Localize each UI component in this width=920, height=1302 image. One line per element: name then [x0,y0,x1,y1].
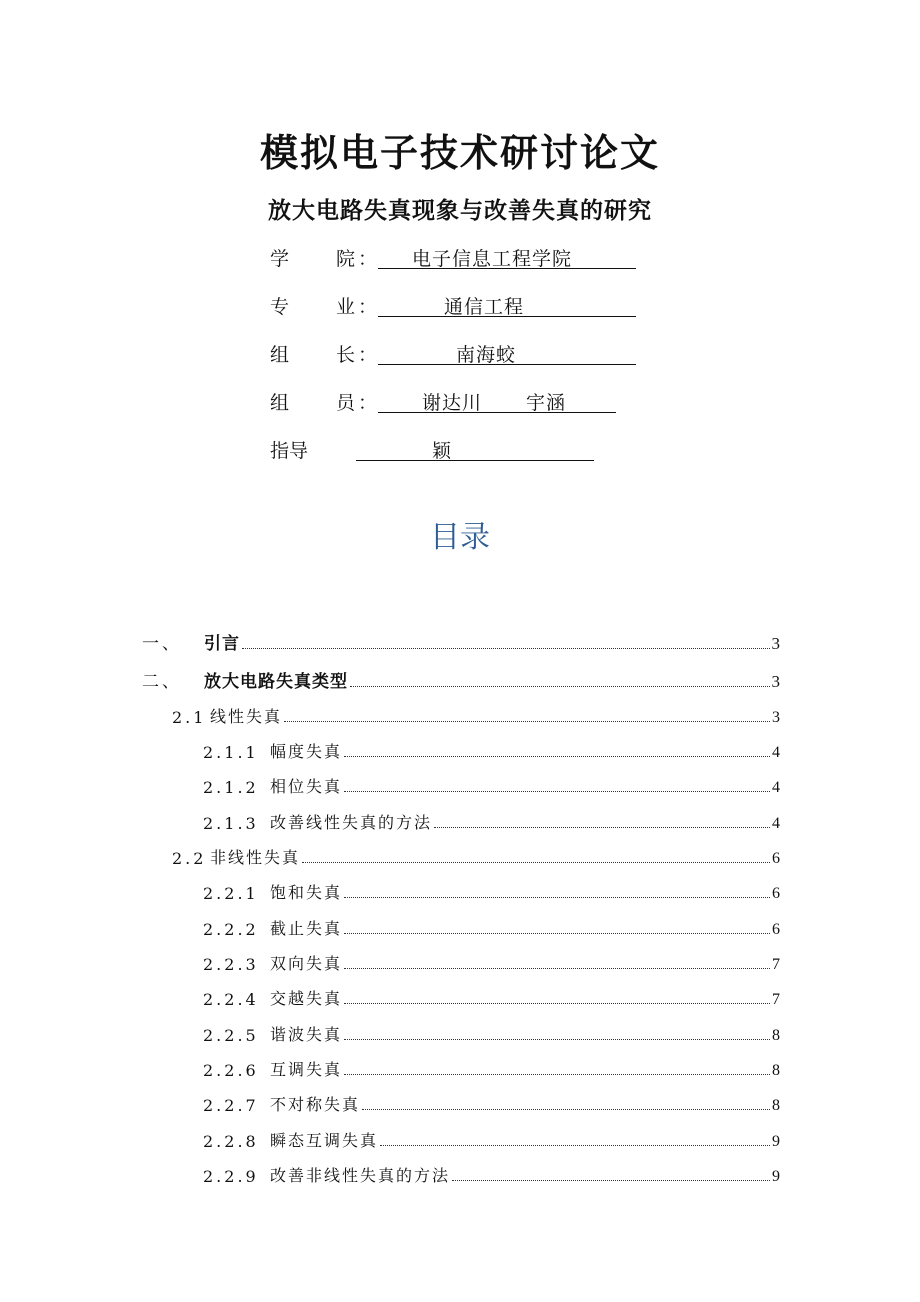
toc-entry-label: 引言 [204,634,240,654]
info-colon: ： [358,392,378,414]
toc-entry-label: 交越失真 [270,989,343,1008]
toc-entry[interactable] [172,705,780,727]
toc-entry-page: 7 [772,991,780,1008]
toc-entry-page: 4 [772,779,780,796]
toc-leader-dots [344,1073,770,1075]
toc-entry-label: 截止失真 [270,919,343,938]
info-label: 组 [270,392,290,414]
info-label: 组 [270,344,290,366]
info-value: 通信工程 [378,292,636,317]
toc-entry-label: 改善非线性失真的方法 [270,1166,451,1185]
info-label: 长 [336,344,356,366]
info-row-members [270,388,640,418]
toc-entry[interactable] [203,1023,780,1045]
toc-entry[interactable] [203,881,780,903]
toc-entry[interactable] [203,1129,780,1151]
toc-leader-dots [344,790,770,792]
toc-entry-label: 谐波失真 [270,1025,343,1044]
toc-leader-dots [344,1002,770,1004]
toc-leader-dots [302,861,770,863]
toc-entry-number: 2.1.2 [203,778,259,797]
toc-entry-page: 3 [772,709,780,726]
toc-entry-label: 瞬态互调失真 [270,1131,379,1150]
info-row-college [270,244,640,274]
toc-entry[interactable] [203,1164,780,1186]
toc-entry-page: 6 [772,850,780,867]
toc-entry-number: 2.1.1 [203,743,259,762]
toc-entry[interactable] [142,632,780,654]
toc-entry-number: 2.2 [172,849,207,868]
toc-entry[interactable] [203,811,780,833]
toc-entry-number: 2.2.4 [203,990,259,1009]
toc-heading: 目录 [430,520,490,555]
toc-entry-page: 7 [772,956,780,973]
toc-entry[interactable] [172,846,780,868]
toc-leader-dots [284,720,770,722]
toc-entry-number: 2.1.3 [203,814,259,833]
toc-leader-dots [362,1108,770,1110]
toc-entry-label: 相位失真 [270,777,343,796]
toc-entry-page: 9 [772,1168,780,1185]
toc-entry-label: 饱和失真 [270,883,343,902]
toc-entry-label: 互调失真 [270,1060,343,1079]
toc-entry-label: 非线性失真 [210,848,301,867]
document-title: 模拟电子技术研讨论文 [259,131,660,175]
toc-leader-dots [344,755,770,757]
toc-leader-dots [434,826,770,828]
toc-entry-label: 幅度失真 [270,742,343,761]
toc-entry-number: 2.2.6 [203,1061,259,1080]
info-colon: ： [358,248,378,270]
toc-leader-dots [380,1144,770,1146]
info-colon: ： [358,344,378,366]
toc-entry-page: 4 [772,815,780,832]
toc-entry-number: 2.2.1 [203,884,259,903]
toc-leader-dots [344,1038,770,1040]
info-label: 学 [270,248,290,270]
toc-entry-page: 6 [772,885,780,902]
toc-entry-number: 一、 [142,634,182,654]
toc-entry-label: 放大电路失真类型 [204,672,348,692]
toc-entry[interactable] [203,952,780,974]
toc-leader-dots [344,967,770,969]
info-label: 员 [336,392,356,414]
toc-entry-number: 2.1 [172,708,207,727]
toc-entry-number: 2.2.5 [203,1026,259,1045]
toc-entry[interactable] [203,1093,780,1115]
toc-leader-dots [452,1179,770,1181]
toc-entry-label: 改善线性失真的方法 [270,813,433,832]
info-row-major [270,292,640,322]
toc-entry-page: 8 [772,1027,780,1044]
toc-leader-dots [350,685,770,687]
toc-entry-page: 8 [772,1062,780,1079]
info-row-advisor [270,436,600,466]
info-label: 专 [270,296,290,318]
document-subtitle: 放大电路失真现象与改善失真的研究 [268,198,652,224]
toc-leader-dots [344,896,770,898]
toc-entry-number: 2.2.9 [203,1167,259,1186]
toc-entry-page: 8 [772,1097,780,1114]
toc-entry-page: 3 [771,672,780,691]
info-value: 南海蛟 [378,340,636,365]
toc-leader-dots [242,647,770,649]
toc-entry-page: 4 [772,744,780,761]
toc-entry[interactable] [203,917,780,939]
info-label: 院 [336,248,356,270]
toc-entry[interactable] [142,670,780,692]
toc-entry-number: 二、 [142,672,182,692]
toc-entry-page: 9 [772,1133,780,1150]
toc-entry-page: 6 [772,921,780,938]
toc-entry[interactable] [203,775,780,797]
toc-entry[interactable] [203,1058,780,1080]
info-value: 颖 [356,436,594,461]
toc-entry-number: 2.2.8 [203,1132,259,1151]
toc-entry-label: 双向失真 [270,954,343,973]
toc-entry[interactable] [203,987,780,1009]
toc-entry-number: 2.2.3 [203,955,259,974]
info-label: 指导 [270,440,309,462]
info-label: 业 [336,296,356,318]
toc-entry-number: 2.2.2 [203,920,259,939]
info-value: 谢达川 宇涵 [378,388,616,413]
toc-entry-label: 不对称失真 [270,1095,361,1114]
toc-entry-page: 3 [771,634,780,653]
info-row-leader [270,340,640,370]
info-value: 电子信息工程学院 [378,244,636,269]
toc-entry-number: 2.2.7 [203,1096,259,1115]
info-colon: ： [358,296,378,318]
toc-entry[interactable] [203,740,780,762]
toc-entry-label: 线性失真 [210,707,283,726]
toc-leader-dots [344,932,770,934]
